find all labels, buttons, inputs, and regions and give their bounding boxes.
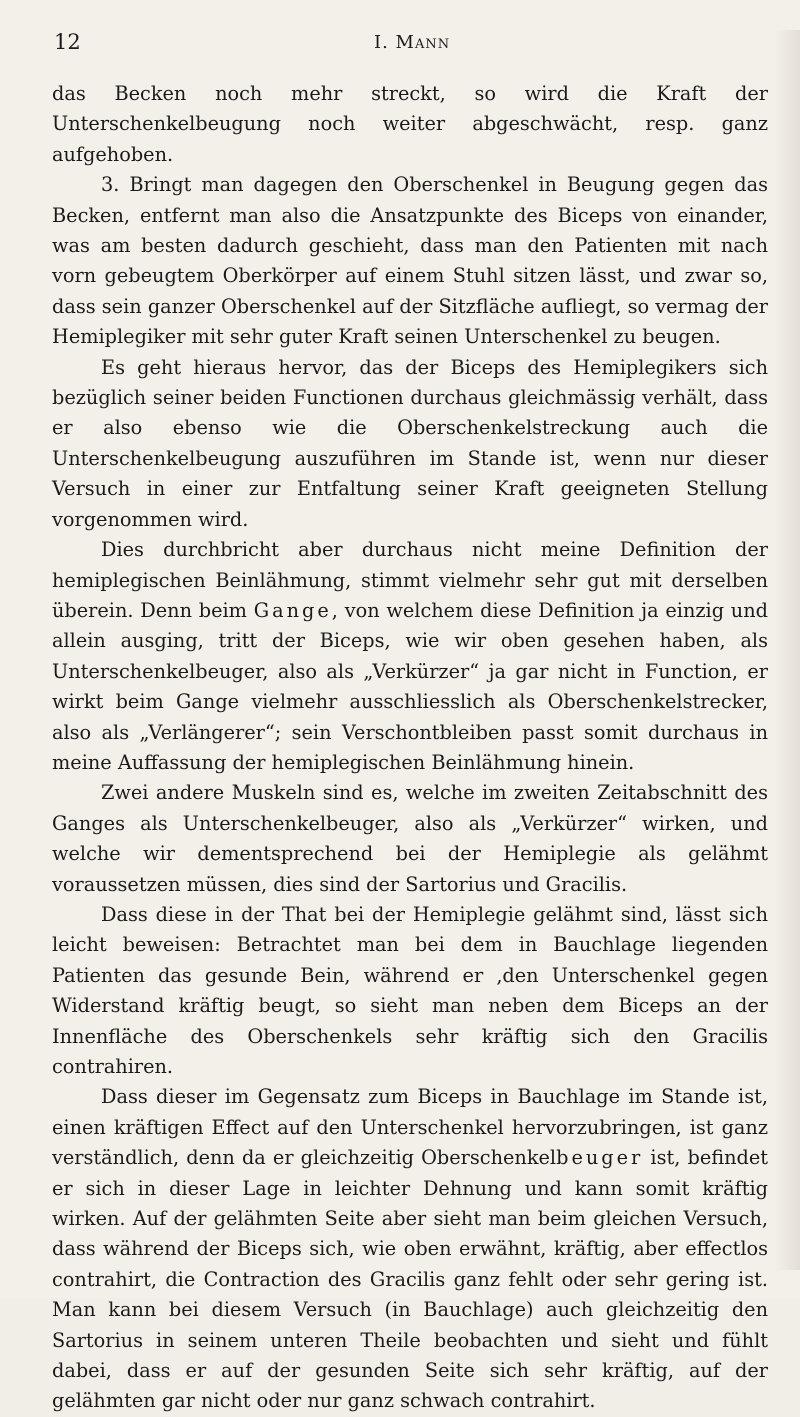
paragraph-4-part-1: Dies durchbricht aber durchaus nicht meine Definition der hemiplegischen Beinlähmung, stimmt vielmehr sehr gut mit derselben überein. Denn beim <box>52 538 768 622</box>
paragraph-5: Zwei andere Muskeln sind es, welche im zweiten Zeitabschnitt des Ganges als Unterschenkelbeuger, also als „Verkürzer“ wirken, und welche wir dementsprechend bei der Hemiplegie als gelähmt voraussetzen müssen, dies sind der Sartorius und Gracilis. <box>52 781 768 896</box>
paragraph-3: Es geht hieraus hervor, das der Biceps des Hemiplegikers sich bezüglich seiner beiden Functionen durchaus gleichmässig verhält, dass er also ebenso wie die Oberschenkelstreckung auch die Unterschenkelbeugung auszuführen im Stande ist, wenn nur dieser Versuch in einer zur Entfaltung seiner Kraft geeigneten Stellung vorgenommen wird. <box>52 355 768 531</box>
page-edge-shadow <box>774 30 800 1270</box>
paragraph-7 <box>52 1082 768 1416</box>
page-header <box>54 30 770 60</box>
page-number: 12 <box>54 30 81 54</box>
paragraph-7-part-1: Dass dieser im Gegensatz zum Biceps in Bauchlage im Stande ist, einen kräftigen Effect auf den Unterschenkel hervorzubringen, ist ganz verständlich, denn da er gleichzeitig Oberschenkel <box>52 1085 768 1170</box>
paragraph-4-part-2: , von welchem diese Definition ja einzig und allein ausging, tritt der Biceps, wie wir oben gesehen haben, als Unterschenkelbeuger, also als „Verkürzer“ ja gar nicht in Function, er wirkt beim Gange vielmehr ausschliesslich als Oberschenkelstrecker, also als „Verlängerer“; sein Verschontbleiben passt somit durchaus in meine Auffassung der hemiplegischen Beinlähmung hinein. <box>52 598 768 774</box>
paragraph-1: das Becken noch mehr streckt, so wird die Kraft der Unterschenkelbeugung noch weiter abgeschwächt, resp. ganz aufgehoben. <box>52 82 768 166</box>
paragraph-4 <box>52 535 768 778</box>
spaced-word-gange: Gange <box>253 598 332 622</box>
paragraph-7-part-2: ist, befindet er sich in dieser Lage in leichter Dehnung und kann somit kräftig wirken. Auf der gelähmten Seite aber sieht man beim gleichen Versuch, dass während der Biceps sich, wie oben erwähnt, kräftig, aber effectlos contrahirt, die Contraction des Gracilis ganz fehlt oder sehr gering ist. Man kann bei diesem Versuch (in Bauchlage) auch gleichzeitig den Sartorius in seinem unteren Theile beobachten und sieht und fühlt dabei, dass er auf der gesunden Seite sich sehr kräftig, auf der gelähmten gar nicht oder nur ganz schwach contrahirt. <box>52 1146 769 1413</box>
paragraph-6: Dass diese in der That bei der Hemiplegie gelähmt sind, lässt sich leicht beweisen: Betrachtet man bei dem in Bauchlage liegenden Patienten das gesunde Bein, während er ‚den Unterschenkel gegen Widerstand kräftig beugt, so sieht man neben dem Biceps an der Innenfläche des Oberschenkels sehr kräftig sich den Gracilis contrahiren. <box>52 902 768 1078</box>
running-head: I. Mann <box>374 32 451 53</box>
paragraph-2: 3. Bringt man dagegen den Oberschenkel in Beugung gegen das Becken, entfernt man also die Ansatzpunkte des Biceps von einander, was am besten dadurch geschieht, dass man den Patienten mit nach vorn gebeugtem Oberkörper auf einem Stuhl sitzen lässt, und zwar so, dass sein ganzer Oberschenkel auf der Sitzfläche aufliegt, so vermag der Hemiplegiker mit sehr guter Kraft seinen Unterschenkel zu beugen. <box>52 173 768 349</box>
body-text <box>52 79 768 1417</box>
spaced-word-beuger: beuger <box>556 1146 644 1170</box>
